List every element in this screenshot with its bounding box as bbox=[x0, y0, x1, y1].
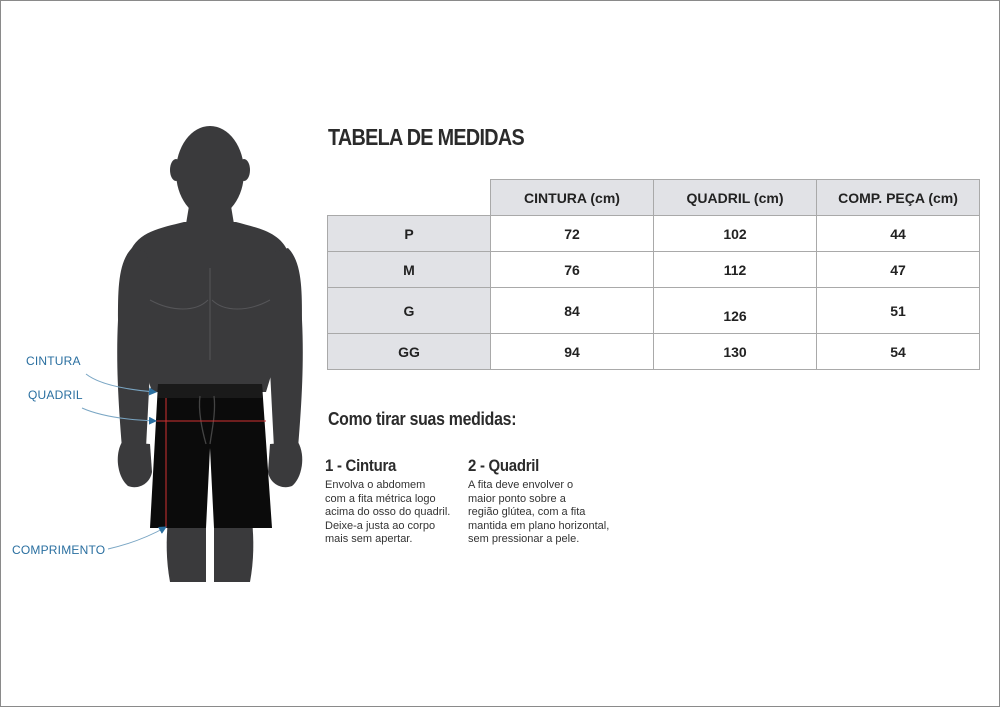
label-cintura: CINTURA bbox=[26, 354, 81, 368]
comp-cell: 44 bbox=[817, 216, 980, 252]
step-line: região glútea, com a fita bbox=[468, 506, 586, 518]
step-title: 2 - Quadril bbox=[468, 456, 540, 475]
table-row bbox=[328, 252, 980, 288]
size-cell: G bbox=[328, 288, 491, 334]
step-line: com a fita métrica logo bbox=[325, 492, 436, 505]
size-cell: GG bbox=[328, 334, 491, 370]
cintura-cell: 76 bbox=[491, 252, 654, 288]
table-row bbox=[328, 334, 980, 370]
table-row bbox=[328, 216, 980, 252]
how-to-heading: Como tirar suas medidas: bbox=[328, 409, 517, 429]
cintura-cell: 94 bbox=[491, 334, 654, 370]
table-corner bbox=[328, 180, 491, 216]
shorts-silhouette bbox=[150, 384, 272, 528]
step-line: sem pressionar a pele. bbox=[468, 533, 580, 545]
header-comp-peca: COMP. PEÇA (cm) bbox=[817, 180, 980, 216]
quadril-cell: 112 bbox=[654, 252, 817, 288]
step-text bbox=[325, 479, 450, 547]
step-line: Deixe-a justa ao corpo bbox=[325, 519, 436, 532]
size-table bbox=[327, 179, 980, 370]
comp-cell: 54 bbox=[817, 334, 980, 370]
step-line: mais sem apertar. bbox=[325, 533, 413, 545]
table-header-row bbox=[328, 180, 980, 216]
step-quadril bbox=[468, 456, 609, 547]
size-cell: M bbox=[328, 252, 491, 288]
header-quadril: QUADRIL (cm) bbox=[654, 180, 817, 216]
quadril-cell: 102 bbox=[654, 216, 817, 252]
quadril-cell: 130 bbox=[654, 334, 817, 370]
step-text bbox=[468, 479, 609, 547]
step-line: A fita deve envolver o bbox=[468, 479, 574, 491]
step-line: acima do osso do quadril. bbox=[325, 506, 451, 518]
table-row bbox=[328, 288, 980, 334]
step-cintura bbox=[325, 456, 450, 547]
step-title: 1 - Cintura bbox=[325, 456, 397, 475]
header-cintura: CINTURA (cm) bbox=[491, 180, 654, 216]
step-line: maior ponto sobre a bbox=[468, 492, 566, 505]
page-title: TABELA DE MEDIDAS bbox=[328, 124, 524, 150]
step-line: Envolva o abdomem bbox=[325, 479, 426, 491]
label-quadril: QUADRIL bbox=[28, 388, 83, 402]
size-cell: P bbox=[328, 216, 491, 252]
cintura-cell: 72 bbox=[491, 216, 654, 252]
quadril-cell: 126 bbox=[654, 288, 817, 334]
label-comprimento: COMPRIMENTO bbox=[12, 543, 106, 557]
comp-cell: 47 bbox=[817, 252, 980, 288]
step-line: mantida em plano horizontal, bbox=[468, 519, 610, 532]
cintura-cell: 84 bbox=[491, 288, 654, 334]
comp-cell: 51 bbox=[817, 288, 980, 334]
